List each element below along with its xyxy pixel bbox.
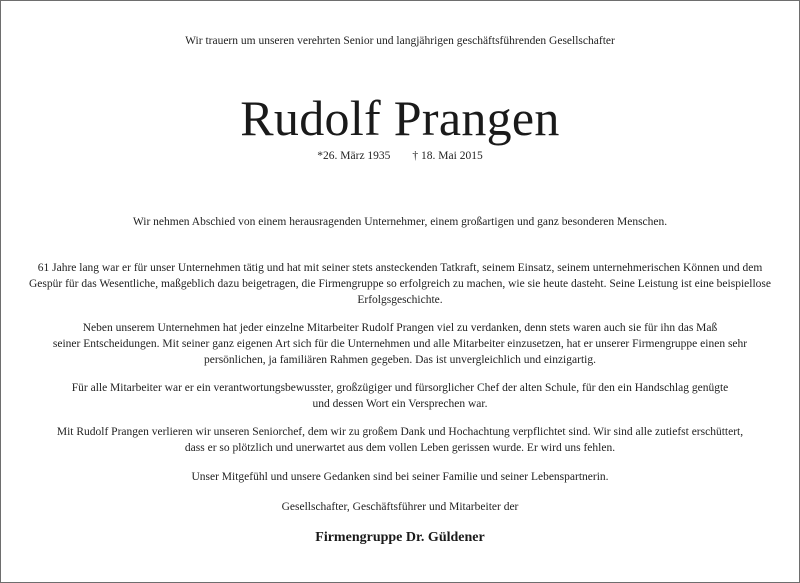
- paragraph-loss: [0, 424, 800, 456]
- paragraph-character: [0, 380, 800, 412]
- company-name: Firmengruppe Dr. Güldener: [315, 530, 485, 545]
- deceased-name: Rudolf Prangen: [240, 90, 560, 146]
- death-date: † 18. Mai 2015: [412, 150, 483, 162]
- paragraph-line: und dessen Wort ein Versprechen war.: [312, 398, 488, 410]
- paragraph-line: Erfolgsgeschichte.: [357, 294, 443, 306]
- paragraph-line: persönlichen, ja familiären Rahmen gegeben. Das ist unvergleichlich und einzigartig.: [204, 354, 596, 366]
- life-dates: [0, 148, 800, 164]
- intro-line: Wir trauern um unseren verehrten Senior und langjährigen geschäftsführenden Gesellschafter: [185, 35, 615, 47]
- signature-line: Gesellschafter, Geschäftsführer und Mitarbeiter der: [281, 501, 519, 513]
- paragraph-condolence: Unser Mitgefühl und unsere Gedanken sind bei seiner Familie und seiner Lebenspartnerin.: [191, 471, 609, 483]
- paragraph-employees: [0, 320, 800, 368]
- paragraph-line: 61 Jahre lang war er für unser Unternehmen tätig und hat mit seiner stets ansteckenden Tatkraft, seinem Einsatz, seinem unternehmerischen Können und dem: [37, 262, 763, 274]
- paragraph-career: [0, 260, 800, 308]
- paragraph-line: Gespür für das Wesentliche, maßgeblich dazu beigetragen, die Firmengruppe so erfolgreich zu machen, wie sie heute dasteht. Seine Leistung ist eine beispiellose: [29, 278, 771, 290]
- birth-date: *26. März 1935: [317, 150, 391, 162]
- paragraph-line: Neben unserem Unternehmen hat jeder einzelne Mitarbeiter Rudolf Prangen viel zu verdanken, denn stets waren auch sie für ihn das Maß: [82, 322, 718, 334]
- paragraph-line: seiner Entscheidungen. Mit seiner ganz eigenen Art sich für die Unternehmen und alle Mitarbeiter einzusetzen, hat er unserer Firmengruppe einen sehr: [52, 338, 748, 350]
- farewell-line: Wir nehmen Abschied von einem herausragenden Unternehmer, einem großartigen und ganz besonderen Menschen.: [132, 216, 668, 228]
- paragraph-line: Mit Rudolf Prangen verlieren wir unseren Seniorchef, dem wir zu großem Dank und Hochachtung verpflichtet sind. Wir sind alle zutiefst erschüttert,: [56, 426, 744, 438]
- paragraph-line: dass er so plötzlich und unerwartet aus dem vollen Leben gerissen wurde. Er wird uns fehlen.: [184, 442, 616, 454]
- paragraph-line: Für alle Mitarbeiter war er ein verantwortungsbewusster, großzügiger und fürsorglicher Chef der alten Schule, für den ein Handschlag genügte: [71, 382, 729, 394]
